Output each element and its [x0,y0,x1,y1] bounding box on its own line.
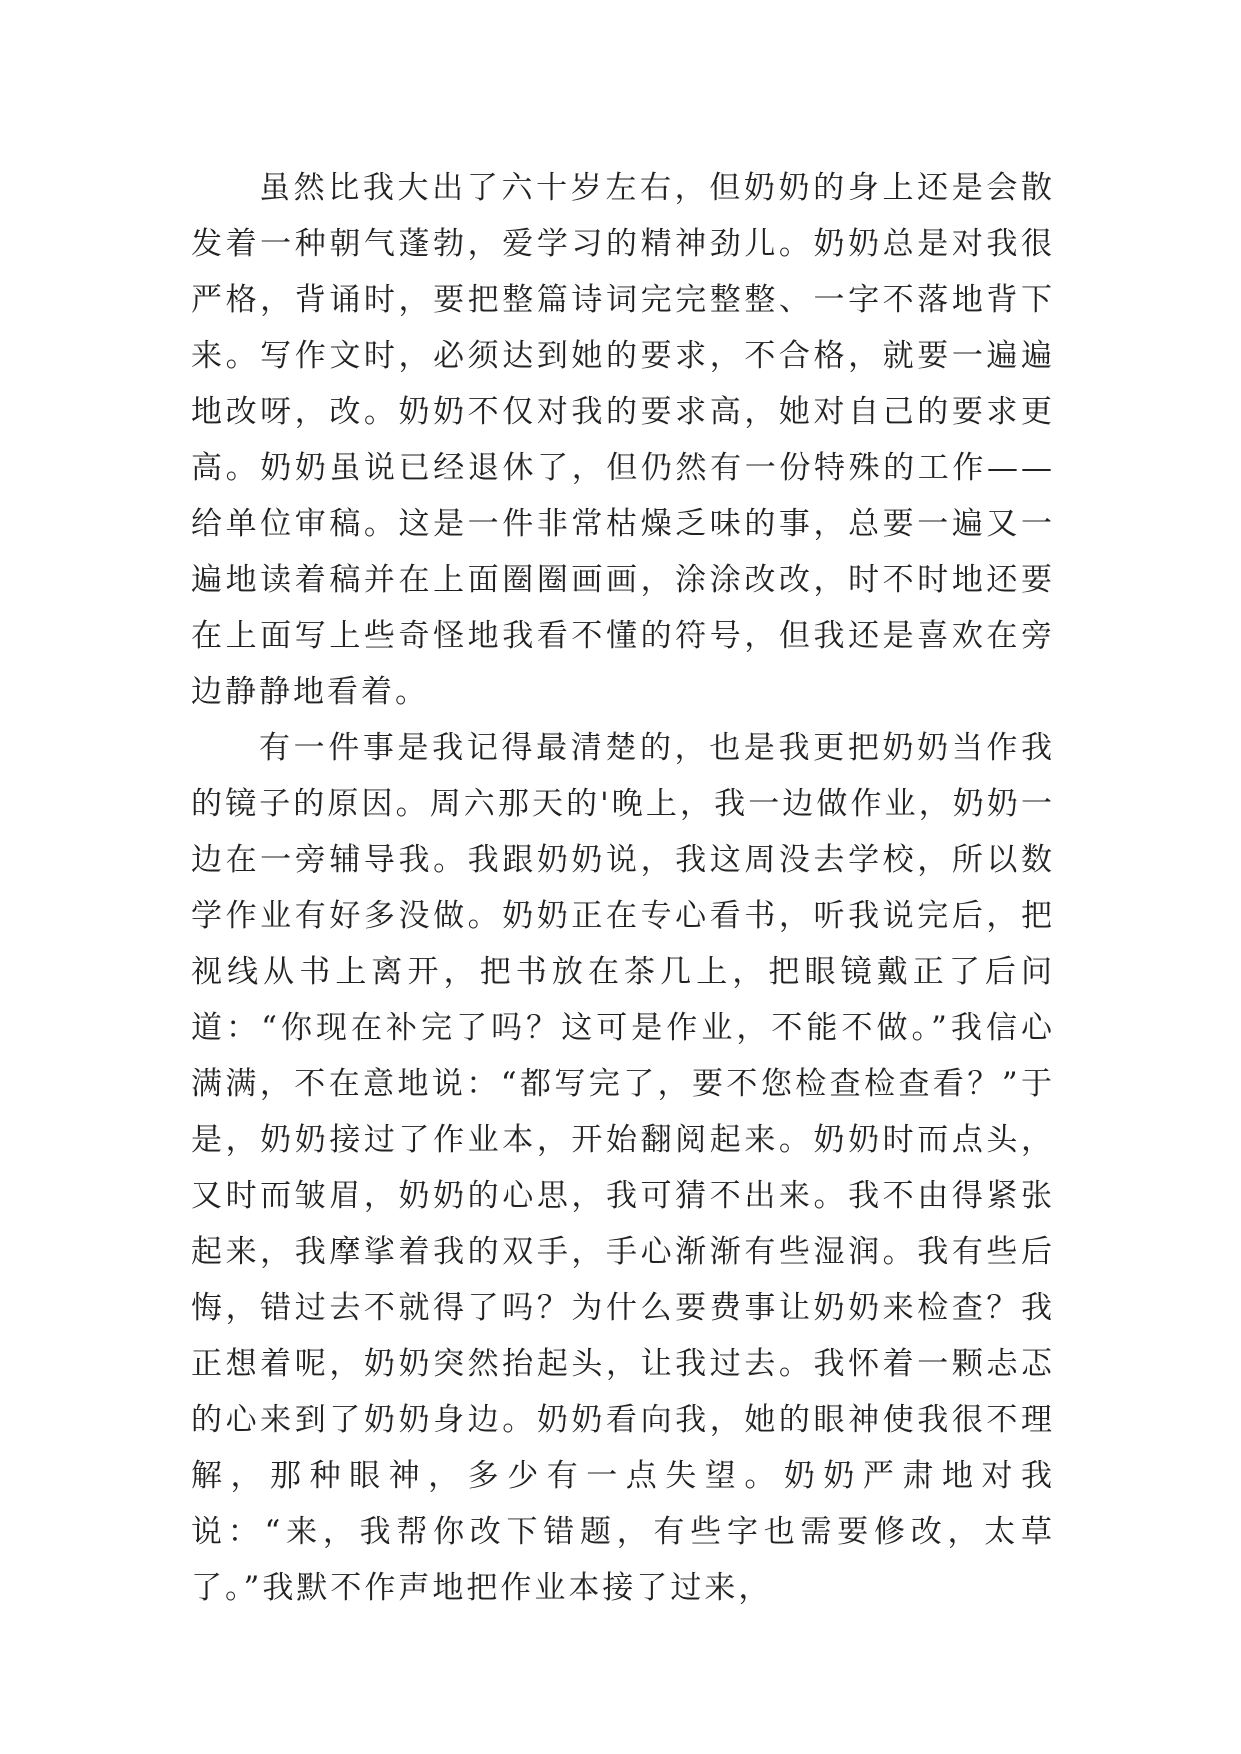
paragraph-2: 有一件事是我记得最清楚的，也是我更把奶奶当作我的镜子的原因。周六那天的'晚上，我一边做作业，奶奶一边在一旁辅导我。我跟奶奶说，我这周没去学校，所以数学作业有好多没做。奶奶正在专心看书，听我说完后，把视线从书上离开，把书放在茶几上，把眼镜戴正了后问道：“你现在补完了吗？这可是作业，不能不做。”我信心满满，不在意地说：“都写完了，要不您检查检查看？”于是，奶奶接过了作业本，开始翻阅起来。奶奶时而点头，又时而皱眉，奶奶的心思，我可猜不出来。我不由得紧张起来，我摩挲着我的双手，手心渐渐有些湿润。我有些后悔，错过去不就得了吗？为什么要费事让奶奶来检查？我正想着呢，奶奶突然抬起头，让我过去。我怀着一颗忐忑的心来到了奶奶身边。奶奶看向我，她的眼神使我很不理解，那种眼神，多少有一点失望。奶奶严肃地对我说：“来，我帮你改下错题，有些字也需要修改，太草了。”我默不作声地把作业本接了过来， [191,730,1055,1606]
document-body [191,160,1055,1616]
paragraph-1: 虽然比我大出了六十岁左右，但奶奶的身上还是会散发着一种朝气蓬勃，爱学习的精神劲儿。奶奶总是对我很严格，背诵时，要把整篇诗词完完整整、一字不落地背下来。写作文时，必须达到她的要求，不合格，就要一遍遍地改呀，改。奶奶不仅对我的要求高，她对自己的要求更高。奶奶虽说已经退休了，但仍然有一份特殊的工作——给单位审稿。这是一件非常枯燥乏味的事，总要一遍又一遍地读着稿并在上面圈圈画画，涂涂改改，时不时地还要在上面写上些奇怪地我看不懂的符号，但我还是喜欢在旁边静静地看着。 [191,170,1055,710]
